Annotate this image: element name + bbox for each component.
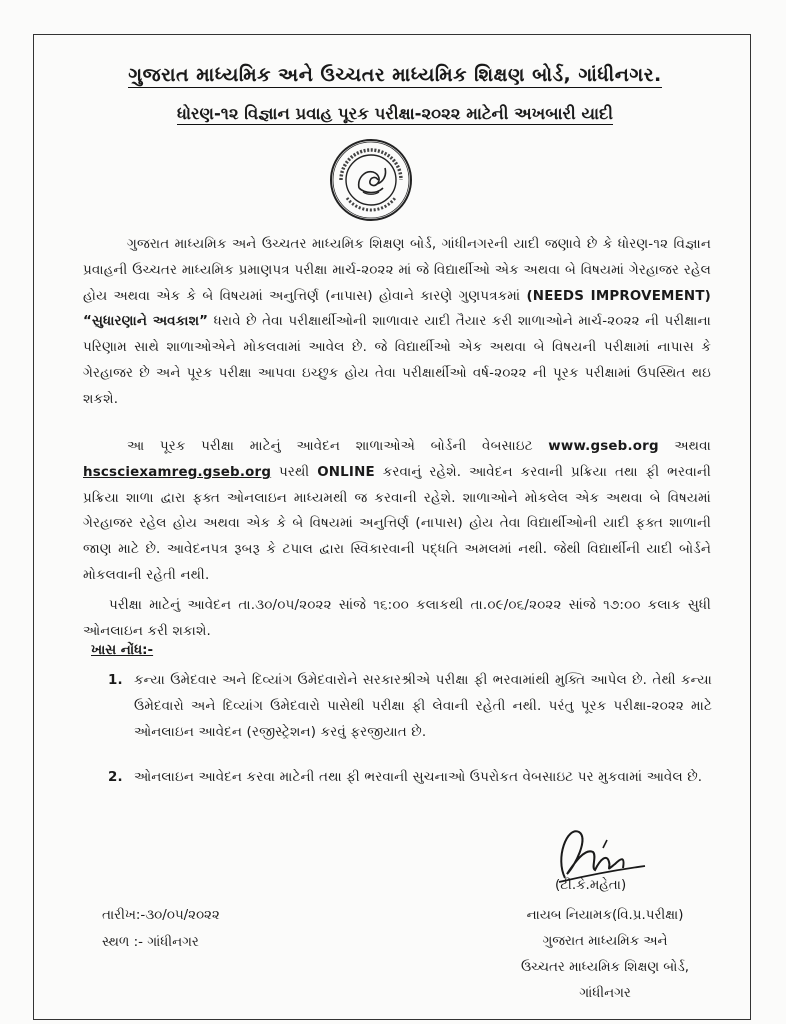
issue-place: સ્થળ :- ગાંધીનગર xyxy=(102,935,199,950)
website-link-hscsciexamreg[interactable]: hscsciexamreg.gseb.org xyxy=(83,464,272,480)
issue-date: તારીખ:-૩૦/૦૫/૨૦૨૨ xyxy=(102,908,220,923)
signatory-name: (ટી.કે.મહેતા) xyxy=(555,878,627,893)
org-line: ગુજરાત માધ્યમિક અને xyxy=(542,934,668,949)
board-seal-icon xyxy=(329,138,413,222)
paragraph-application: આ પૂરક પરીક્ષા માટેનું આવેદન શાળાઓએ બોર્ડની વેબસાઇટ www.gseb.org અથવા hscsciexamreg.gseb.org પરથી ONLINE કરવાનું રહેશે. આવેદન કરવાની પ્રક્રિયા તથા ફી ભરવાની પ્રક્રિયા શાળા દ્વારા ફક્ત ઓનલાઇન માધ્યમથી જ કરવાની રહેશે. શાળાઓને મોકલેલ એક અથવા બે વિષયમાં ગેરહાજર રહેલ હોય અથવા એક કે બે વિષયમાં અનુત્તિર્ણ (નાપાસ) હોય તેવા વિદ્યાર્થીઓની યાદી ફક્ત શાળાની જાણ માટે છે. આવેદનપત્ર રૂબરૂ કે ટપાલ દ્વારા સ્વિકારવાની પદ્ધતિ અમલમાં નથી. જેથી વિદ્યાર્થીની યાદી બોર્ડને મોકલવાની રહેતી નથી. xyxy=(83,439,711,583)
needs-improvement-label: (NEEDS IMPROVEMENT) “સુધારણાને અવકાશ” xyxy=(83,288,711,330)
paragraph-dates: પરીક્ષા માટેનું આવેદન તા.૩૦/૦૫/૨૦૨૨ સાંજે ૧૬:૦૦ કલાકથી તા.૦૯/૦૬/૨૦૨૨ સાંજે ૧૭:૦૦ કલાક સુધી ઓનલાઇન કરી શકાશે. xyxy=(83,598,711,639)
note-item: 2. ઓનલાઇન આવેદન કરવા માટેની તથા ફી ભરવાની સુચનાઓ ઉપરોકત વેબસાઇટ પર મુકવામાં આવેલ છે. xyxy=(108,770,703,785)
notice-title: ધોરણ-૧૨ વિજ્ઞાન પ્રવાહ પૂરક પરીક્ષા-૨૦૨૨ માટેની અખબારી યાદી xyxy=(177,104,613,123)
signatory-block xyxy=(495,903,715,1007)
paragraph-intro: ગુજરાત માધ્યમિક અને ઉચ્ચતર માધ્યમિક શિક્ષણ બોર્ડ, ગાંધીનગરની યાદી જણાવે છે કે ધોરણ-૧૨ વિજ્ઞાન પ્રવાહની ઉચ્ચતર માધ્યમિક પ્રમાણપત્ર પરીક્ષા માર્ચ-૨૦૨૨ માં જે વિદ્યાર્થીઓ એક અથવા બે વિષયમાં ગેરહાજર રહેલ હોય અથવા એક કે બે વિષયમાં અનુત્તિર્ણ (નાપાસ) હોવાને કારણે ગુણપત્રકમાં (NEEDS IMPROVEMENT) “સુધારણાને અવકાશ” ધરાવે છે તેવા પરીક્ષાર્થીઓની શાળાવાર યાદી તૈયાર કરી શાળાઓને માર્ચ-૨૦૨૨ ની પરીક્ષાના પરિણામ સાથે શાળાઓએને મોકલવામાં આવેલ છે. જે વિદ્યાર્થીઓ એક અથવા બે વિષયની પરીક્ષામાં નાપાસ કે ગેરહાજર છે અને પૂરક પરીક્ષા આપવા ઇચ્છુક હોય તેવા પરીક્ષાર્થીઓ વર્ષ-૨૦૨૨ ની પૂરક પરીક્ષામાં ઉપસ્થિત થઇ શકશે. xyxy=(83,237,711,407)
org-line: ગાંધીનગર xyxy=(579,986,631,1001)
website-link-gseb[interactable]: www.gseb.org xyxy=(548,439,659,454)
designation: નાયબ નિયામક(વિ.પ્ર.પરીક્ષા) xyxy=(526,908,684,923)
board-title: ગુજરાત માધ્યમિક અને ઉચ્ચતર માધ્યમિક શિક્ષણ બોર્ડ, ગાંધીનગર. xyxy=(128,64,662,86)
notes-heading: ખાસ નોંધ:- xyxy=(91,643,154,658)
note-item: 1. કન્યા ઉમેદવાર અને દિવ્યાંગ ઉમેદવારોને સરકારશ્રીએ પરીક્ષા ફી ભરવામાંથી મુક્તિ આપેલ છે. તેથી કન્યા ઉમેદવારો અને દિવ્યાંગ ઉમેદવારો પાસેથી પરીક્ષા ફી લેવાની રહેતી નથી. પરંતુ પૂરક પરીક્ષા-૨૦૨૨ માટે ઓનલાઇન આવેદન (રજીસ્ટ્રેશન) કરવું ફરજીયાત છે. xyxy=(108,673,712,740)
org-line: ઉચ્ચતર માધ્યમિક શિક્ષણ બોર્ડ, xyxy=(521,960,689,975)
